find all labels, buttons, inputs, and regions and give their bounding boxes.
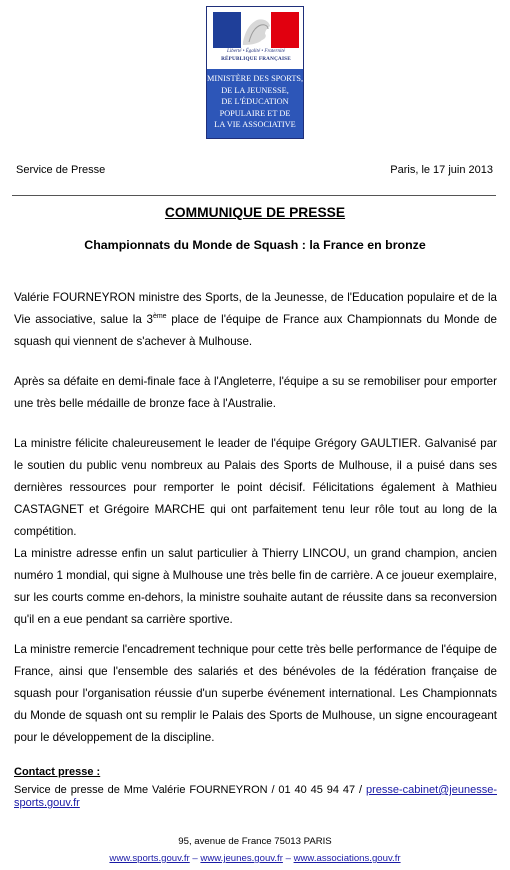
contact-details	[14, 784, 497, 810]
contact-email-link[interactable]: presse-cabinet@jeunesse-sports.gouv.fr	[14, 784, 497, 809]
footer-links	[0, 853, 510, 864]
jeunes-site-link[interactable]: www.jeunes.gouv.fr	[200, 853, 283, 864]
ministry-line: POPULAIRE ET DE	[219, 108, 291, 118]
paragraph-2: Après sa défaite en demi-finale face à l'Angleterre, l'équipe a su se remobiliser pour emporter une très belle médaille de bronze face à l'Australie.	[14, 375, 497, 410]
page-subtitle: Championnats du Monde de Squash : la France en bronze	[84, 238, 426, 252]
paragraph-1-end: place de l'équipe de France aux Championnats du Monde de squash qui viennent de s'achever à Mulhouse.	[14, 313, 497, 348]
footer-address: 95, avenue de France 75013 PARIS	[178, 836, 332, 847]
associations-site-link[interactable]: www.associations.gouv.fr	[293, 853, 401, 864]
link-separator: –	[282, 853, 294, 864]
ministry-name-band	[207, 69, 303, 138]
sports-site-link[interactable]: www.sports.gouv.fr	[109, 853, 190, 864]
ministry-line: MINISTÈRE DES SPORTS,	[207, 74, 304, 83]
motto-text: Liberté • Égalité • Fraternité	[227, 49, 285, 54]
paragraph-4: La ministre adresse enfin un salut particulier à Thierry LINCOU, un grand champion, ancien numéro 1 mondial, qui signe à Mulhouse une très belle fin de carrière. A ce joueur exemplaire, sur les courts comme en-dehors, la ministre souhaite autant de réussite dans sa reconversion qu'il en a eue pendant sa carrière sportive.	[14, 547, 497, 626]
header-divider	[12, 195, 496, 196]
paragraph-5: La ministre remercie l'encadrement technique pour cette très belle performance de l'équipe de France, ainsi que l'ensemble des salariés et des bénévoles de la fédération française de squash pour l'organisation réussie d'un superbe événement international. Les Championnats du Monde de squash ont su remplir le Palais des Sports de Mulhouse, un signe encourageant pour le développement de la discipline.	[14, 643, 497, 744]
page-title: COMMUNIQUE DE PRESSE	[164, 205, 346, 220]
republic-label: RÉPUBLIQUE FRANÇAISE	[221, 56, 291, 62]
ministry-line: DE L'ÉDUCATION	[221, 97, 289, 107]
paragraph-1-start: Valérie FOURNEYRON ministre des Sports, de la Jeunesse, de l'Education populaire et de la Vie associative, salue la 3	[14, 291, 497, 326]
contact-title: Contact presse :	[14, 766, 101, 778]
ministry-line: LA VIE ASSOCIATIVE	[214, 120, 296, 130]
ordinal-suffix: ème	[152, 313, 167, 320]
paragraph-3: La ministre félicite chaleureusement le leader de l'équipe Grégory GAULTIER. Galvanisé par le soutien du public venu nombreux au Palais des Sports de Mulhouse, il a puisé dans ses dernières ressources pour remporter le point décisif. Félicitations également à Mathieu CASTAGNET et Grégoire MARCHE qui ont parfaitement tenu leur rôle tout au long de la compétition.	[14, 437, 497, 538]
paragraph-1	[14, 287, 497, 353]
date-line: Paris, le 17 juin 2013	[390, 164, 493, 176]
contact-text: Service de presse de Mme Valérie FOURNEYRON / 01 40 45 94 47 /	[14, 784, 366, 796]
marianne-flag-icon	[213, 12, 299, 48]
link-separator: –	[189, 853, 201, 864]
press-service-label: Service de Presse	[16, 164, 106, 176]
ministry-line: DE LA JEUNESSE,	[221, 85, 289, 95]
ministry-logo	[206, 6, 304, 139]
